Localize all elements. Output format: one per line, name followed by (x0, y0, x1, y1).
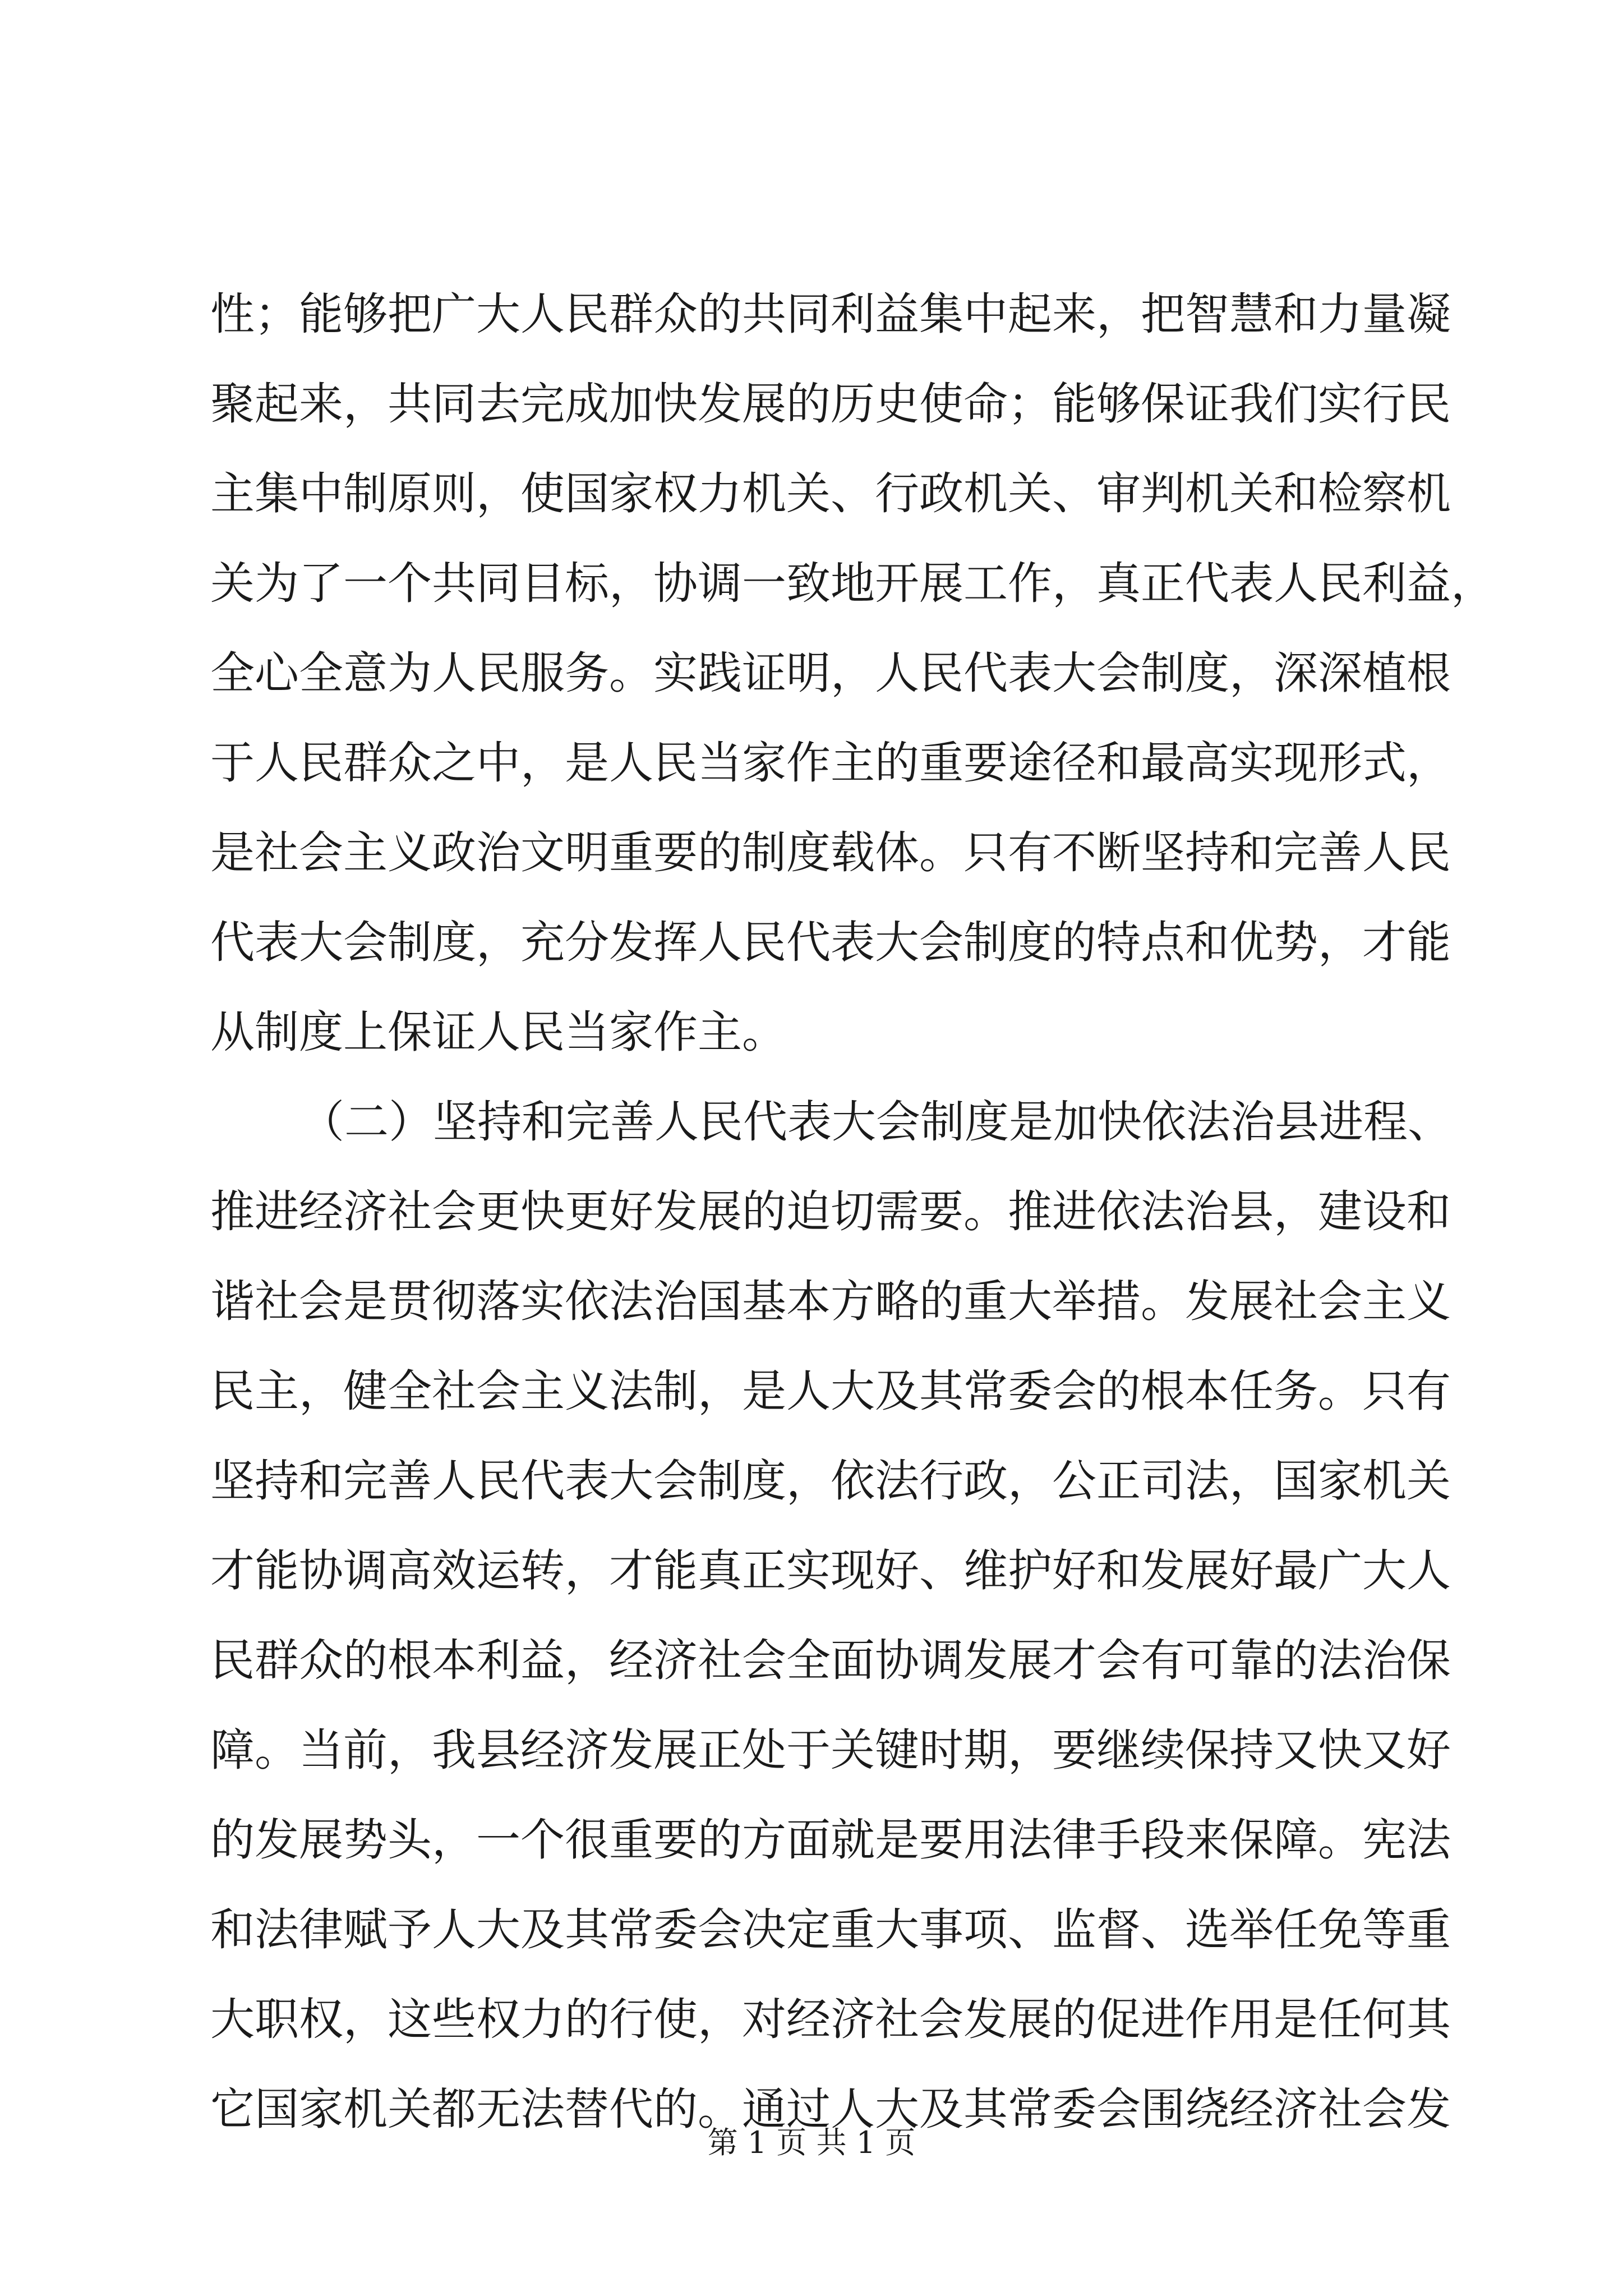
text-line: 推进经济社会更快更好发展的迫切需要。推进依法治县，建设和 (210, 1186, 1451, 1237)
text-line: 民主，健全社会主义法制，是人大及其常委会的根本任务。只有 (210, 1365, 1451, 1417)
text-line: 和法律赋予人大及其常委会决定重大事项、监督、选举任免等重 (210, 1904, 1451, 1955)
text-line: 的发展势头，一个很重要的方面就是要用法律手段来保障。宪法 (210, 1814, 1451, 1866)
text-line: 才能协调高效运转，才能真正实现好、维护好和发展好最广大人 (210, 1545, 1451, 1596)
text-line: 障。当前，我县经济发展正处于关键时期，要继续保持又快又好 (210, 1724, 1451, 1776)
text-line: 全心全意为人民服务。实践证明，人民代表大会制度，深深植根 (210, 647, 1451, 699)
text-line: 关为了一个共同目标，协调一致地开展工作，真正代表人民利益， (210, 558, 1495, 609)
text-line: 主集中制原则，使国家权力机关、行政机关、审判机关和检察机 (210, 468, 1451, 519)
text-line: 代表大会制度，充分发挥人民代表大会制度的特点和优势，才能 (210, 917, 1451, 968)
text-line: 谐社会是贯彻落实依法治国基本方略的重大举措。发展社会主义 (210, 1276, 1451, 1327)
text-line: 大职权，这些权力的行使，对经济社会发展的促进作用是任何其 (210, 1994, 1451, 2045)
text-line: 坚持和完善人民代表大会制度，依法行政，公正司法，国家机关 (210, 1455, 1451, 1507)
text-line: 于人民群众之中，是人民当家作主的重要途径和最高实现形式， (210, 737, 1451, 789)
text-line: 民群众的根本利益，经济社会全面协调发展才会有可靠的法治保 (210, 1635, 1451, 1686)
text-line: 聚起来，共同去完成加快发展的历史使命；能够保证我们实行民 (210, 378, 1451, 430)
text-line: 它国家机关都无法替代的。通过人大及其常委会围绕经济社会发 (210, 2083, 1451, 2135)
text-line: 性；能够把广大人民群众的共同利益集中起来，把智慧和力量凝 (210, 288, 1451, 340)
document-body (210, 269, 1495, 2154)
text-line: 是社会主义政治文明重要的制度载体。只有不断坚持和完善人民 (210, 827, 1451, 878)
section-heading-line: （二）坚持和完善人民代表大会制度是加快依法治县进程、 (300, 1096, 1452, 1148)
page-footer (0, 2120, 1623, 2165)
text-line: 从制度上保证人民当家作主。 (210, 1006, 786, 1058)
page-number: 第 1 页 共 1 页 (707, 2125, 916, 2160)
